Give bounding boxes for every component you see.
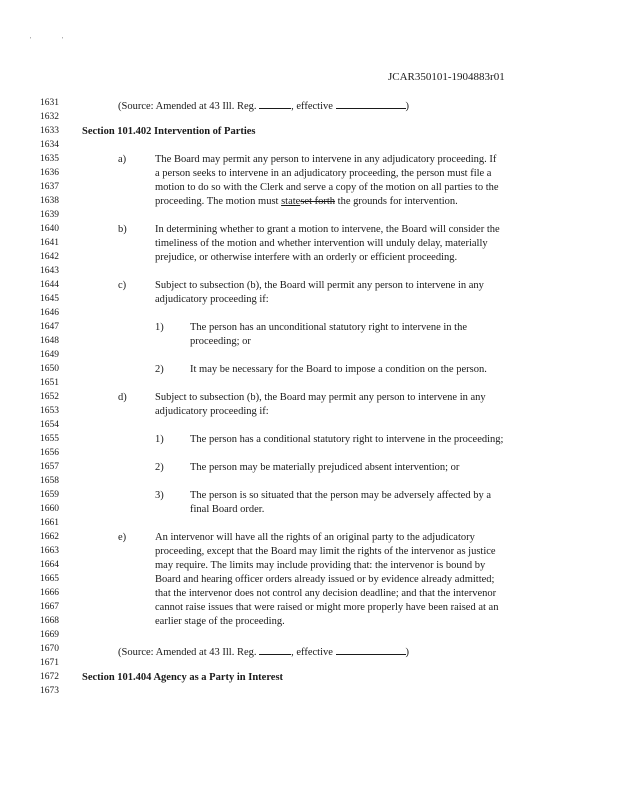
line-number: 1668	[40, 616, 59, 626]
para-e-line: earlier stage of the proceeding.	[155, 616, 285, 627]
line-number: 1631	[40, 98, 59, 108]
para-d-item: The person has a conditional statutory right to intervene in the proceeding;	[190, 434, 504, 445]
para-b-line: timeliness of the motion and whether intervention will unduly delay, materially	[155, 238, 488, 249]
line-number: 1658	[40, 476, 59, 486]
line-number: 1650	[40, 364, 59, 374]
line-number: 1672	[40, 672, 59, 682]
section-heading: Section 101.402 Intervention of Parties	[82, 126, 256, 137]
para-c-item: The person has an unconditional statutory right to intervene in the	[190, 322, 468, 333]
para-a-line: motion to do so with the Clerk and serve a copy of the motion on all parties to the	[155, 182, 499, 193]
line-number: 1638	[40, 196, 59, 206]
line-number: 1642	[40, 252, 59, 262]
para-d-line: Subject to subsection (b), the Board may permit any person to intervene in any	[155, 392, 486, 403]
blank-line	[259, 644, 291, 655]
line-number: 1639	[40, 210, 59, 220]
para-d-line: adjudicatory proceeding if:	[155, 406, 269, 417]
line-number: 1641	[40, 238, 59, 248]
source-note: (Source: Amended at 43 Ill. Reg. , effective )	[118, 644, 409, 658]
para-e-line: that the intervenor does not control any decision deadline; and that the intervenor	[155, 588, 497, 599]
inserted-text: state	[281, 196, 301, 207]
line-number: 1662	[40, 532, 59, 542]
line-number: 1643	[40, 266, 59, 276]
item-marker: 2)	[155, 462, 164, 473]
para-b-line: prejudice, or otherwise interfere with an orderly or efficient proceeding.	[155, 252, 458, 263]
para-b-line: In determining whether to grant a motion to intervene, the Board will consider the	[155, 224, 500, 235]
para-d-item: The person is so situated that the person may be adversely affected by a	[190, 490, 491, 501]
line-number: 1633	[40, 126, 59, 136]
deleted-text: set forth	[300, 196, 336, 207]
subsection-marker: b)	[118, 224, 127, 235]
line-number: 1640	[40, 224, 59, 234]
para-a-line: a person seeks to intervene in an adjudicatory proceeding, the person must file a	[155, 168, 492, 179]
line-number: 1667	[40, 602, 59, 612]
line-number: 1673	[40, 686, 59, 696]
corner-mark: '	[30, 36, 32, 44]
line-number: 1637	[40, 182, 59, 192]
source-note: (Source: Amended at 43 Ill. Reg. , effective )	[118, 98, 409, 112]
line-number: 1671	[40, 658, 59, 668]
para-c-line: Subject to subsection (b), the Board will permit any person to intervene in any	[155, 280, 484, 291]
line-number: 1632	[40, 112, 59, 122]
line-number: 1665	[40, 574, 59, 584]
line-number: 1652	[40, 392, 59, 402]
line-number: 1644	[40, 280, 59, 290]
line-number: 1669	[40, 630, 59, 640]
line-number: 1654	[40, 420, 59, 430]
document-id: JCAR350101-1904883r01	[388, 71, 505, 83]
line-number: 1664	[40, 560, 59, 570]
line-number: 1661	[40, 518, 59, 528]
line-number: 1648	[40, 336, 59, 346]
blank-line	[336, 644, 406, 655]
para-c-item: proceeding; or	[190, 336, 251, 347]
line-number: 1666	[40, 588, 59, 598]
para-a-line: The Board may permit any person to intervene in any adjudicatory proceeding. If	[155, 154, 497, 165]
para-a-line: proceeding. The motion must stateset forth the grounds for intervention.	[155, 196, 458, 207]
para-e-line: cannot raise issues that were raised or might more properly have been raised at an	[155, 602, 499, 613]
item-marker: 2)	[155, 364, 164, 375]
line-number: 1646	[40, 308, 59, 318]
line-number: 1670	[40, 644, 59, 654]
line-number: 1660	[40, 504, 59, 514]
subsection-marker: a)	[118, 154, 127, 165]
section-heading: Section 101.404 Agency as a Party in Interest	[82, 672, 284, 683]
para-d-item: final Board order.	[190, 504, 265, 515]
para-e-line: Board and hearing officer orders already issued or by evidence already admitted;	[155, 574, 495, 585]
subsection-marker: c)	[118, 280, 127, 291]
item-marker: 3)	[155, 490, 164, 501]
para-d-item: The person may be materially prejudiced absent intervention; or	[190, 462, 460, 473]
corner-mark: '	[62, 36, 64, 44]
blank-line	[259, 98, 291, 109]
line-number: 1653	[40, 406, 59, 416]
line-number: 1655	[40, 434, 59, 444]
item-marker: 1)	[155, 434, 164, 445]
line-number: 1663	[40, 546, 59, 556]
para-e-line: may require. The limits may include providing that: the intervenor is bound by	[155, 560, 486, 571]
subsection-marker: e)	[118, 532, 127, 543]
line-number: 1651	[40, 378, 59, 388]
line-number: 1659	[40, 490, 59, 500]
blank-line	[336, 98, 406, 109]
line-number: 1656	[40, 448, 59, 458]
para-e-line: proceeding, except that the Board may limit the rights of the intervenor as justice	[155, 546, 496, 557]
line-number: 1634	[40, 140, 59, 150]
line-number: 1636	[40, 168, 59, 178]
subsection-marker: d)	[118, 392, 127, 403]
item-marker: 1)	[155, 322, 164, 333]
para-e-line: An intervenor will have all the rights of an original party to the adjudicatory	[155, 532, 475, 543]
line-number: 1645	[40, 294, 59, 304]
line-number: 1657	[40, 462, 59, 472]
para-c-line: adjudicatory proceeding if:	[155, 294, 269, 305]
line-number: 1635	[40, 154, 59, 164]
line-number: 1647	[40, 322, 59, 332]
line-number: 1649	[40, 350, 59, 360]
para-c-item: It may be necessary for the Board to impose a condition on the person.	[190, 364, 487, 375]
